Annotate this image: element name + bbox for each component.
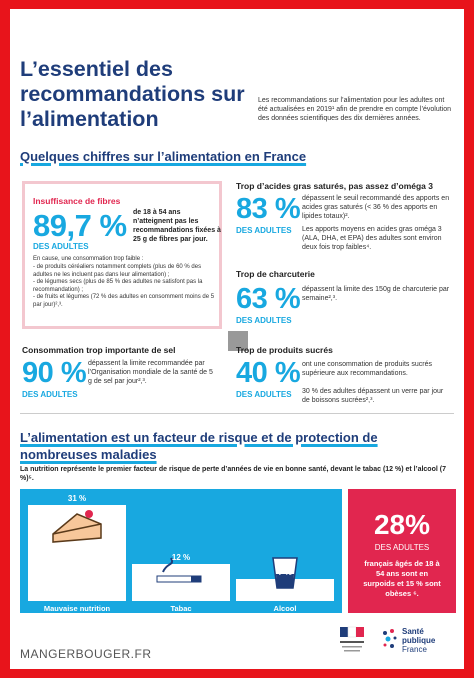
obesity-desc: français âgés de 18 à 54 ans sont en surpoids et 15 % sont obèses ⁶. [363, 559, 441, 598]
fibres-box [22, 181, 222, 329]
acides-desc: dépassent le seuil recommandé des apports en acides gras saturés (< 36 % des apports en lipides totaux)². [302, 195, 450, 220]
spf-logo-text [402, 627, 435, 654]
sucres-heading: Trop de produits sucrés [236, 345, 333, 355]
acides-value: 83 % [236, 193, 301, 225]
sel-desc: dépassent la limite recommandée par l’Organisation mondiale de la santé de 5 g de sel par jour²,³. [88, 360, 213, 385]
acides-unit: DES ADULTES [236, 226, 292, 235]
section-heading-chiffres: Quelques chiffres sur l’alimentation en France [20, 149, 307, 164]
risk-bars-panel [20, 489, 342, 613]
infographic-page [10, 9, 464, 669]
acides-desc2: Les apports moyens en acides gras oméga 3 (ALA, DHA, et EPA) des adultes sont environ deux fois trop faibles⁴. [302, 226, 442, 251]
sucres-unit: DES ADULTES [236, 390, 292, 399]
sucres-desc: ont une consommation de produits sucrés supérieure aux recommandations. [302, 361, 432, 377]
sucres-desc2: 30 % des adultes dépassent un verre par jour de boissons sucrées²,³. [302, 388, 444, 404]
footer-site[interactable]: MANGERBOUGER.FR [20, 647, 152, 661]
risk-bar-label: Mauvaise nutrition [43, 604, 111, 613]
sel-value: 90 % [22, 357, 87, 389]
obesity-value: 28% [373, 509, 431, 540]
risk-bar-pct: 31 % [67, 494, 87, 503]
intro-text: Les recommandations sur l’alimentation pour les adultes ont été actualisées en 2019¹ afin de prendre en compte l’évolution des données scientifiques des dix dernières années. [258, 97, 452, 122]
section-heading-risque: L’alimentation est un facteur de risque et de protection de nombreuses maladies [20, 430, 378, 462]
risk-text: La nutrition représente le premier facteur de risque de perte d’années de vie en bonne santé, devant le tabac (12 %) et l’alcool (7 %)⁵. [20, 466, 446, 482]
fibres-cause-item: - de fruits et légumes (72 % des adultes en consomment moins de 5 par jour)²,³. [33, 294, 215, 308]
acides-heading: Trop d’acides gras saturés, pas assez d’oméga 3 [236, 181, 434, 191]
spf-dots-icon [380, 625, 400, 655]
charcuterie-unit: DES ADULTES [236, 316, 292, 325]
obesity-box [348, 489, 456, 613]
sel-unit: DES ADULTES [22, 390, 78, 399]
cake-icon [47, 504, 107, 553]
fibres-unit: DES ADULTES [33, 242, 89, 251]
charcuterie-value: 63 % [236, 283, 301, 315]
page-title: L’essentiel des recommandations sur l’alimentation [20, 57, 245, 131]
spf-line1: Santé [402, 627, 424, 636]
fibres-desc: de 18 à 54 ans n’atteignent pas les recommandations fixées à 25 g de fibres par jour. [133, 209, 221, 243]
fibres-cause-item: - de produits céréaliers notamment complets (plus de 60 % des adultes ne les incluent pas dans leur alimentation) ; [33, 264, 202, 278]
sel-heading: Consommation trop importante de sel [22, 345, 176, 355]
fibres-cause-intro: En cause, une consommation trop faible : [33, 256, 144, 262]
charcuterie-heading: Trop de charcuterie [236, 269, 315, 279]
charcuterie-desc: dépassent la limite des 150g de charcuterie par semaine²,³. [302, 286, 450, 302]
fibres-cause-item: - de légumes secs (plus de 85 % des adultes ne satisfont pas la recommandation) ; [33, 279, 203, 293]
spf-line3: France [402, 645, 427, 654]
obesity-unit: DES ADULTES [374, 543, 430, 552]
divider [20, 413, 454, 414]
risk-bar-label: Alcool [273, 604, 297, 613]
republique-logo [336, 625, 368, 655]
sucres-value: 40 % [236, 357, 301, 389]
fibres-value: 89,7 % [33, 208, 127, 243]
fibres-cause-list [33, 264, 217, 309]
spf-line2: publique [402, 636, 436, 645]
risk-bar-pct: 7 % [278, 568, 292, 577]
fibres-heading: Insuffisance de fibres [33, 196, 121, 206]
risk-bar-label: Tabac [170, 604, 192, 613]
risk-bar-pct: 12 % [171, 553, 191, 562]
